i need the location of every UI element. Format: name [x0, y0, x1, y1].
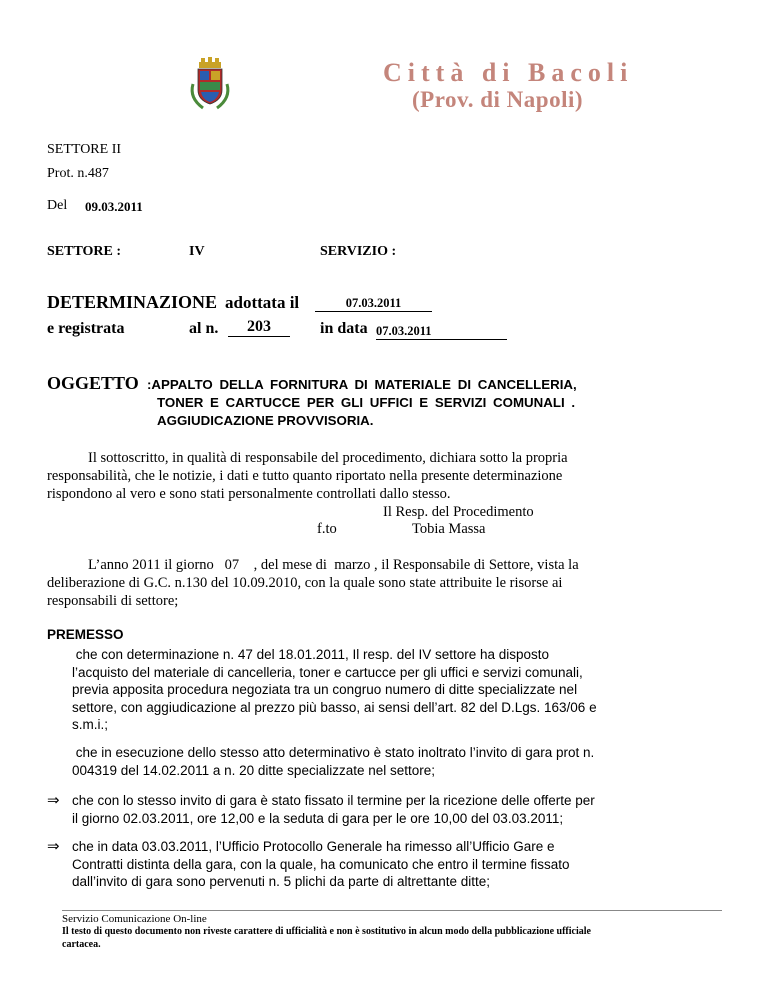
servizio-label: SERVIZIO : — [320, 244, 397, 259]
registrata-label: e registrata — [47, 320, 125, 337]
adottata-label: adottata il — [225, 293, 300, 312]
premesso-item-1-line: l’acquisto del materiale di cancelleria, toner e cartucce per gli uffici e servizi comunali, — [72, 664, 583, 680]
arrow-icon: ⇒ — [47, 792, 60, 809]
premesso-item-1-line: s.m.i.; — [72, 717, 108, 732]
premesso-item-2 — [72, 744, 722, 779]
premesso-item-1 — [72, 646, 722, 734]
protocol-number: Prot. n.487 — [47, 166, 109, 181]
resp-title: Il Resp. del Procedimento — [383, 504, 534, 520]
in-data-label: in data — [320, 320, 368, 337]
city-crest-icon — [187, 56, 233, 112]
premesso-item-1-line: settore, con aggiudicazione al prezzo più basso, ai sensi dell’art. 82 del D.Lgs. 163/06 e — [72, 699, 597, 715]
oggetto-label: OGGETTO — [47, 373, 139, 393]
settore-label: SETTORE : — [47, 244, 122, 259]
city-province: (Prov. di Napoli) — [412, 87, 584, 112]
determinazione-label: DETERMINAZIONE — [47, 292, 218, 312]
resp-name: Tobia Massa — [412, 521, 486, 537]
adottata-date: 07.03.2011 — [315, 296, 432, 312]
fto-label: f.to — [317, 521, 337, 537]
city-title: Città di Bacoli — [383, 58, 634, 87]
premesso-item-1-line: che con determinazione n. 47 del 18.01.2011, Il resp. del IV settore ha disposto — [72, 647, 550, 662]
premesso-item-3 — [72, 792, 722, 827]
footer-divider — [62, 910, 722, 911]
premesso-item-1-line: previa apposita procedura negoziata tra un congruo numero di ditte specializzate nel — [72, 682, 578, 697]
declaration-line-3: rispondono al vero e sono stati personalmente controllati dallo stesso. — [47, 486, 451, 502]
premesso-item-4-line: Contratti distinta della gara, con la quale, ha comunicato che entro il termine fissato — [72, 856, 570, 872]
del-date: 09.03.2011 — [85, 199, 143, 214]
declaration-line-2: responsabilità, che le notizie, i dati e tutto quanto riportato nella presente determinazione — [47, 468, 563, 484]
footer-service: Servizio Comunicazione On-line — [62, 913, 207, 925]
footer-disclaimer-2: cartacea. — [62, 939, 101, 950]
premesso-item-3-line: che con lo stesso invito di gara è stato fissato il termine per la ricezione delle offerte per — [72, 793, 595, 808]
premesso-item-2-line: che in esecuzione dello stesso atto determinativo è stato inoltrato l’invito di gara prot n. — [72, 745, 595, 760]
premesso-item-4-line: dall’invito di gara sono pervenuti n. 5 plichi da parte di altrettante ditte; — [72, 874, 491, 889]
registration-number: 203 — [228, 318, 290, 337]
intro-line-2: deliberazione di G.C. n.130 del 10.09.2010, con la quale sono state attribuite le risorse ai — [47, 575, 563, 591]
oggetto-line-2: TONER E CARTUCCE PER GLI UFFICI E SERVIZI COMUNALI . — [157, 395, 576, 410]
del-label: Del — [47, 198, 68, 213]
al-n-label: al n. — [189, 320, 219, 337]
premesso-item-4 — [72, 838, 722, 891]
footer-disclaimer-1: Il testo di questo documento non riveste carattere di ufficialità e non è sostitutivo in alcun modo della pubblicazione ufficiale — [62, 926, 591, 937]
intro-line-1: L’anno 2011 il giorno 07 , del mese di marzo , il Responsabile di Settore, vista la — [88, 557, 579, 573]
premesso-item-4-line: che in data 03.03.2011, l’Ufficio Protocollo Generale ha rimesso all’Ufficio Gare e — [72, 839, 555, 854]
premesso-heading: PREMESSO — [47, 627, 124, 642]
premesso-item-2-line: 004319 del 14.02.2011 a n. 20 ditte specializzate nel settore; — [72, 762, 436, 778]
intro-line-3: responsabili di settore; — [47, 593, 179, 609]
in-data-date: 07.03.2011 — [376, 324, 507, 340]
oggetto-line-3: AGGIUDICAZIONE PROVVISORIA. — [157, 413, 374, 428]
settore-top: SETTORE II — [47, 142, 122, 157]
settore-value: IV — [189, 244, 205, 259]
oggetto-line-1: :APPALTO DELLA FORNITURA DI MATERIALE DI CANCELLERIA, — [147, 377, 577, 392]
premesso-item-3-line: il giorno 02.03.2011, ore 12,00 e la seduta di gara per le ore 10,00 del 03.03.2011; — [72, 810, 564, 826]
arrow-icon: ⇒ — [47, 838, 60, 855]
declaration-line-1: Il sottoscritto, in qualità di responsabile del procedimento, dichiara sotto la propria — [88, 450, 568, 466]
